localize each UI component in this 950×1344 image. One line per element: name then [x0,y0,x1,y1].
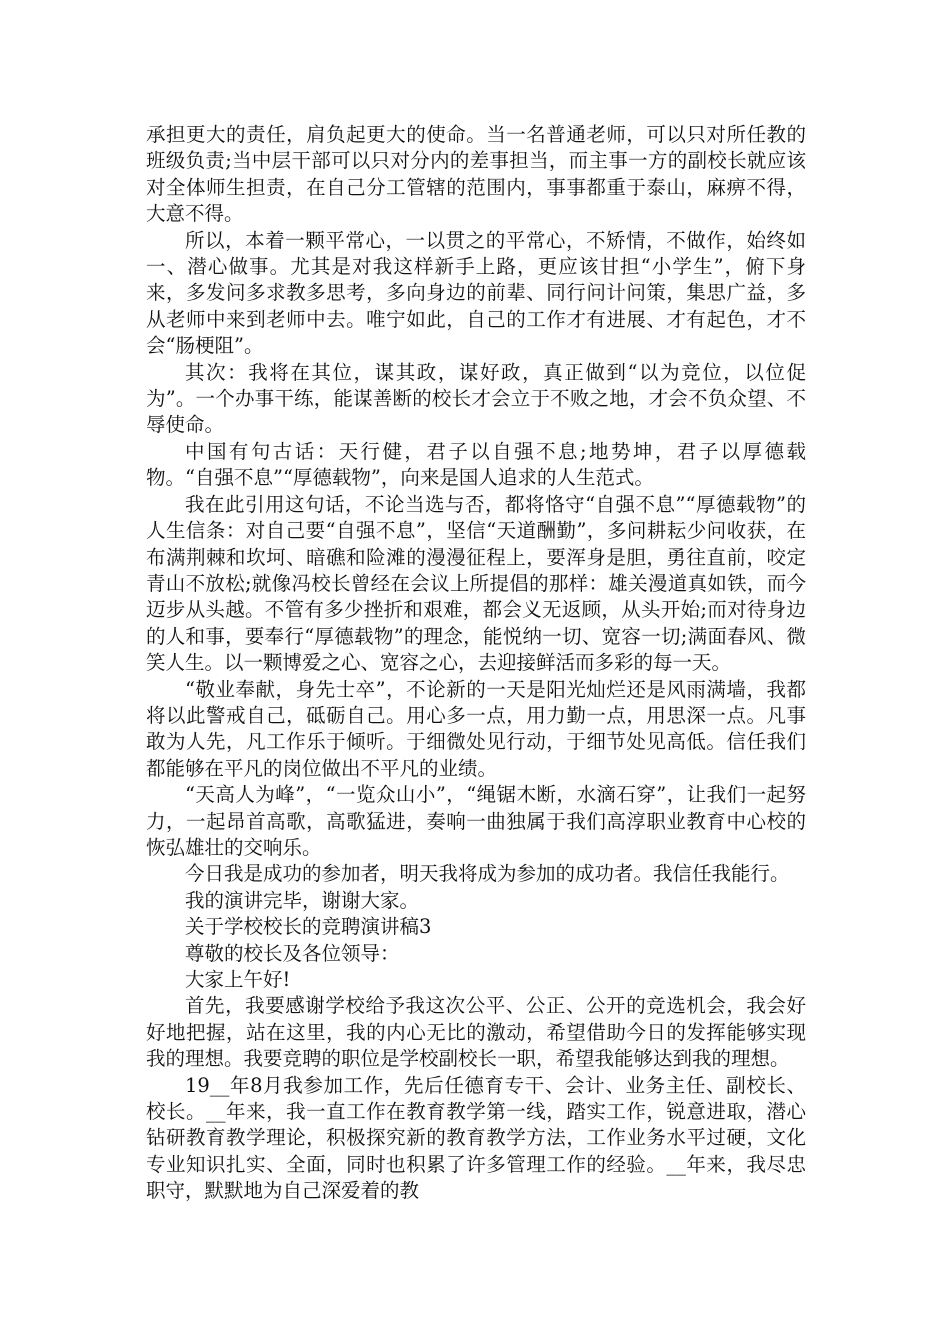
paragraph: 中国有句古话：天行健，君子以自强不息;地势坤，君子以厚德载物。“自强不息”“厚德载物”，向来是国人追求的人生范式。 [146,439,806,490]
salutation: 尊敬的校长及各位领导： [185,941,400,965]
paragraph: 19__年8月我参加工作，先后任德育专干、会计、业务主任、副校长、校长。__年来，我一直工作在教育教学第一线，踏实工作，锐意进取，潜心钻研教育教学理论，积极探究新的教育教学方法，工作业务水平过硬，文化专业知识扎实、全面，同时也积累了许多管理工作的经验。__年来，我尽忠职守，默默地为自己深爱着的教 [146,1073,806,1203]
paragraph: 首先，我要感谢学校给予我这次公平、公正、公开的竞选机会，我会好好地把握，站在这里，我的内心无比的激动，希望借助今日的发挥能够实现我的理想。我要竞聘的职位是学校副校长一职，希望我能够达到我的理想。 [146,994,806,1071]
paragraph: “天高人为峰”，“一览众山小”，“绳锯木断，水滴石穿”，让我们一起努力，一起昂首高歌，高歌猛进，奏响一曲独属于我们高淳职业教育中心校的恢弘雄壮的交响乐。 [146,783,806,859]
closing-line: 我的演讲完毕，谢谢大家。 [185,888,420,912]
greeting: 大家上午好! [185,968,291,991]
section-title: 关于学校校长的竞聘演讲稿3 [185,915,432,939]
paragraph: “敬业奉献，身先士卒”，不论新的一天是阳光灿烂还是风雨满墙，我都将以此警戒自己，砥砺自己。用心多一点，用力勤一点，用思深一点。凡事敢为人先，凡工作乐于倾听。于细微处见行动，于细节处见高低。信任我们都能够在平凡的岗位做出不平凡的业绩。 [146,677,806,780]
paragraph: 我在此引用这句话，不论当选与否，都将恪守“自强不息”“厚德载物”的人生信条：对自己要“自强不息”，坚信“天道酬勤”，多问耕耘少问收获，在布满荆棘和坎坷、暗礁和险滩的漫漫征程上，要浑身是胆，勇往直前，咬定青山不放松;就像冯校长曾经在会议上所提倡的那样：雄关漫道真如铁，而今迈步从头越。不管有多少挫折和艰难，都会义无返顾，从头开始;而对待身边的人和事，要奉行“厚德载物”的理念，能悦纳一切、宽容一切;满面春风、微笑人生。以一颗博爱之心、宽容之心，去迎接鲜活而多彩的每一天。 [146,492,806,675]
paragraph: 所以，本着一颗平常心，一以贯之的平常心，不矫情，不做作，始终如一、潜心做事。尤其是对我这样新手上路，更应该甘担“小学生”，俯下身来，多发问多求教多思考，多向身边的前辈、同行问计问策，集思广益，多从老师中来到老师中去。唯宁如此，自己的工作才有进展、才有起色，才不会“肠梗阻”。 [146,228,806,358]
paragraph-continued: 承担更大的责任，肩负起更大的使命。当一名普通老师，可以只对所任教的班级负责;当中层干部可以只对分内的差事担当，而主事一方的副校长就应该对全体师生担责，在自己分工管辖的范围内，事事都重于泰山，麻痹不得，大意不得。 [146,123,806,226]
paragraph: 其次：我将在其位，谋其政，谋好政，真正做到“以为竞位，以位促为”。一个办事干练，能谋善断的校长才会立于不败之地，才会不负众望、不辱使命。 [146,360,806,437]
document-body [146,122,806,1205]
paragraph: 今日我是成功的参加者，明天我将成为参加的成功者。我信任我能行。 [185,862,790,886]
